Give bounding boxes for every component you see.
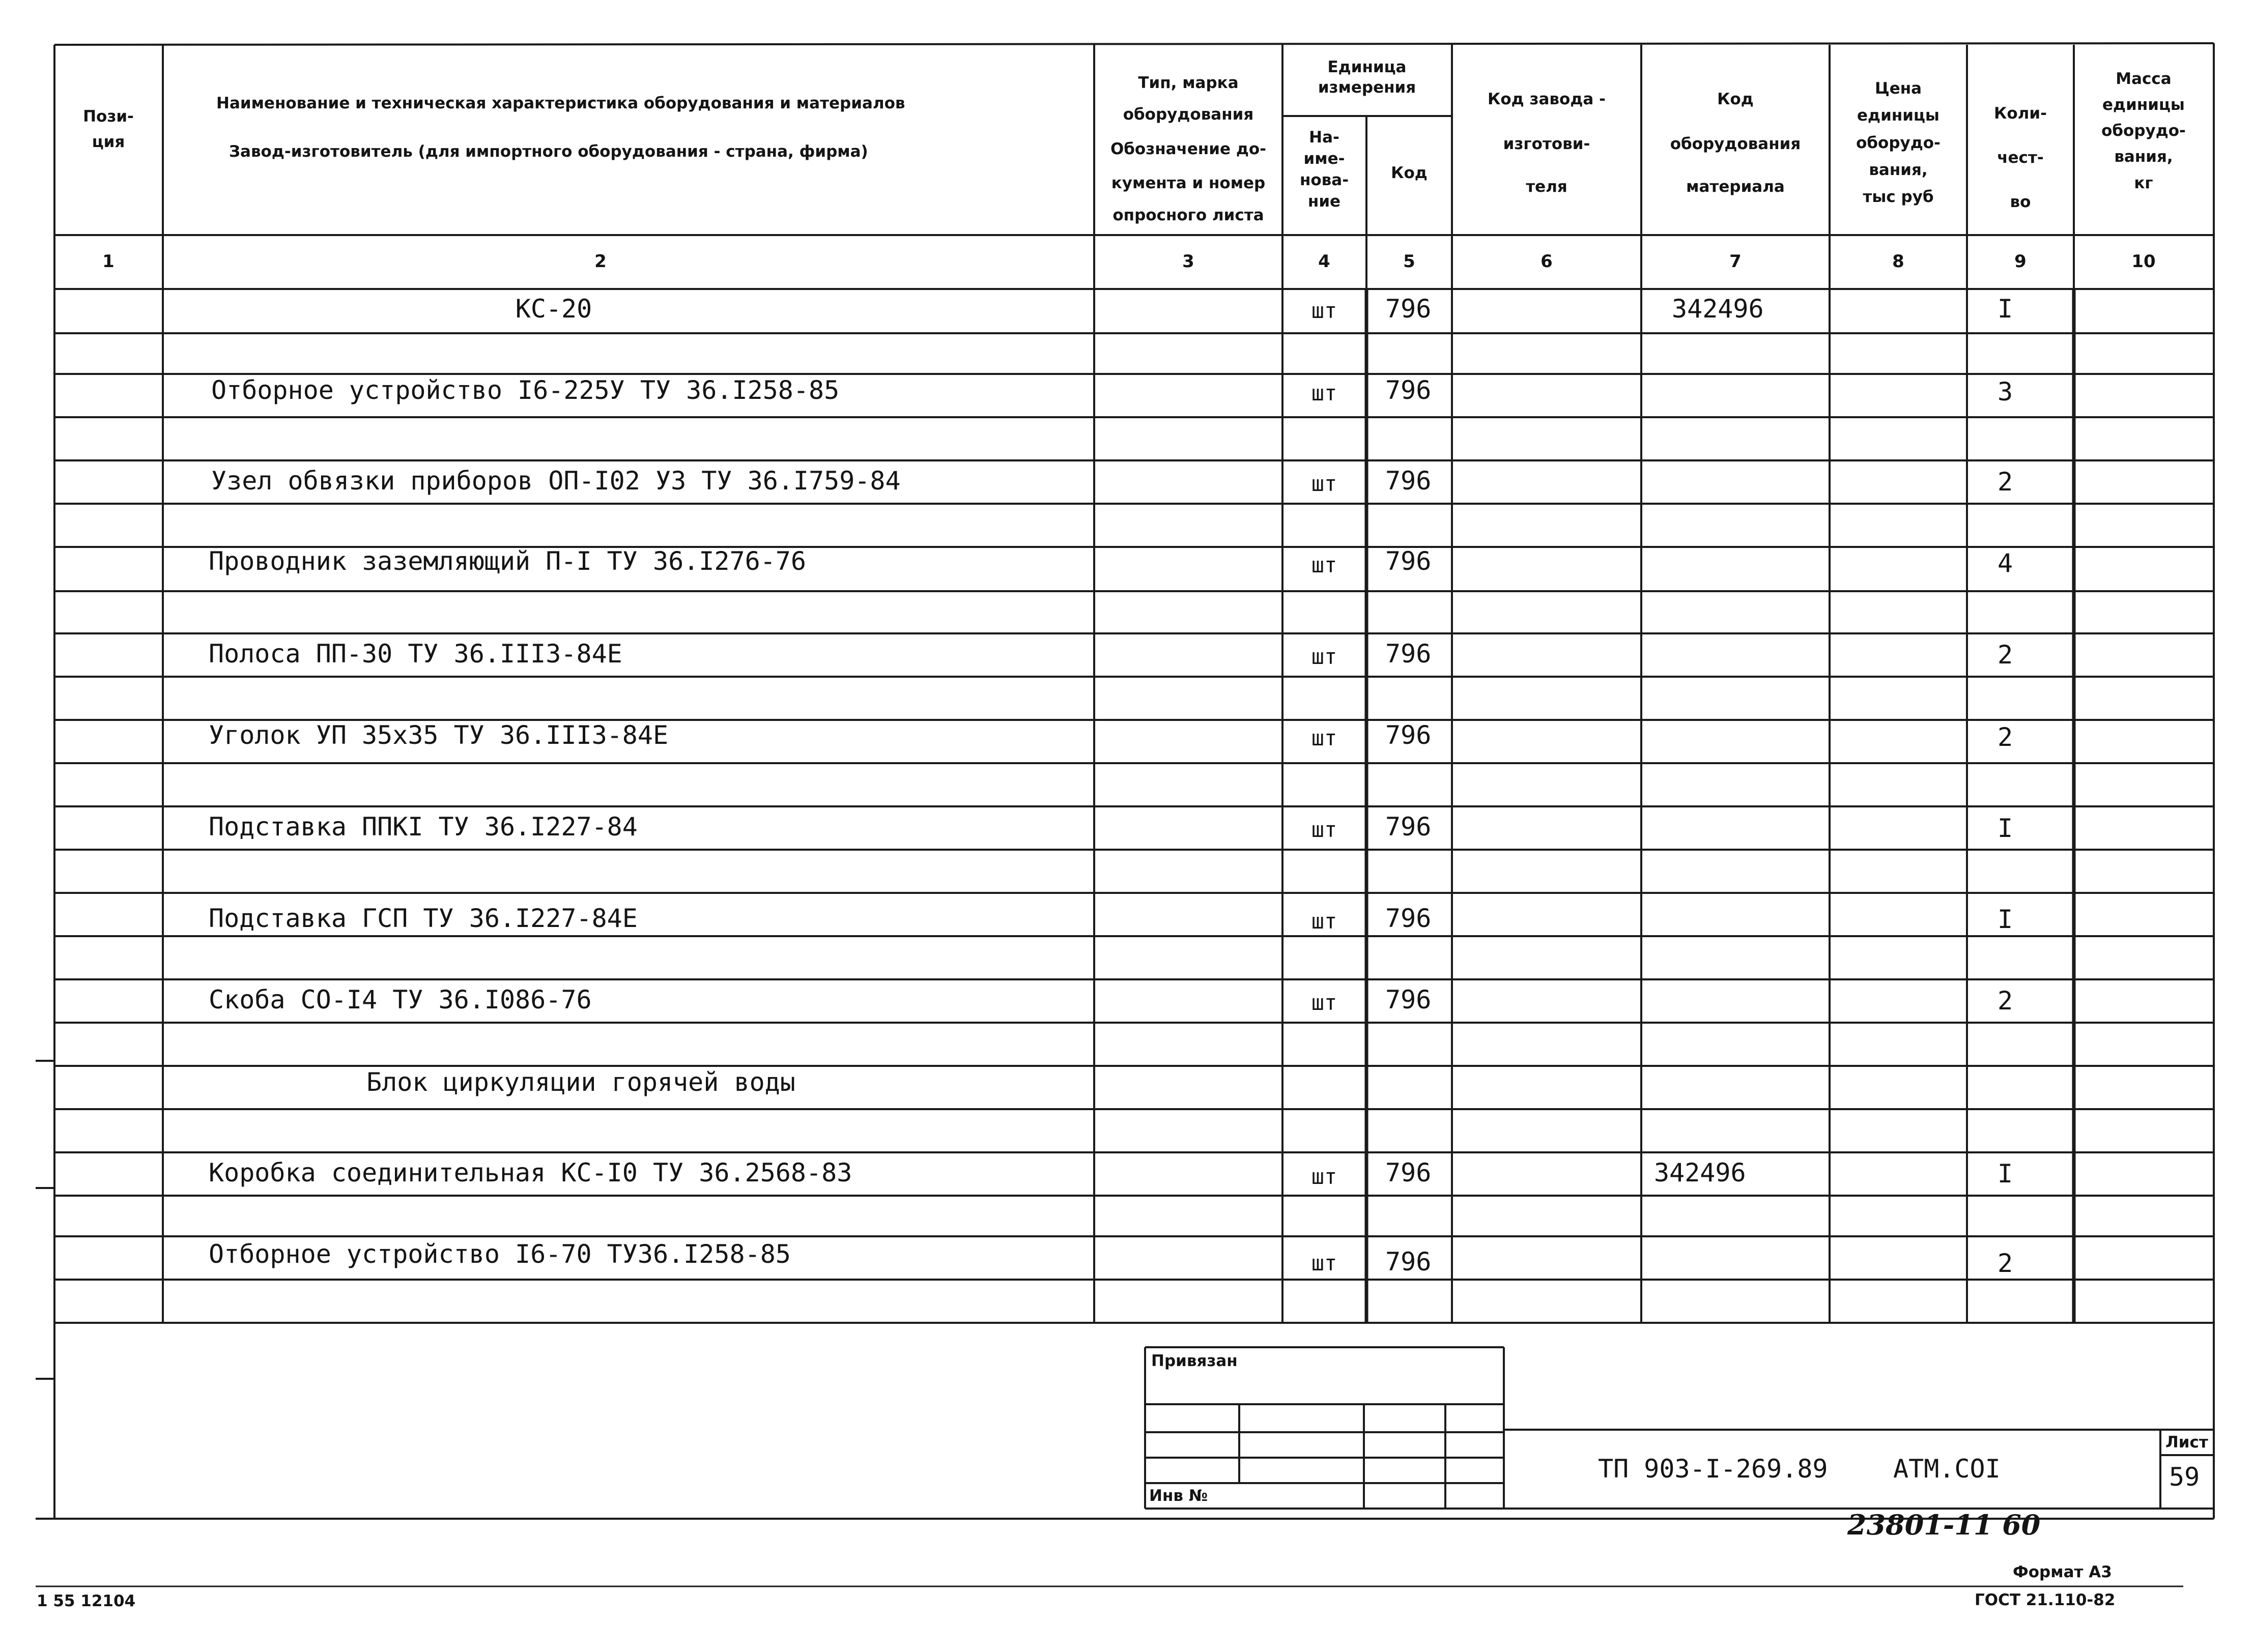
header-type-line3: Обозначение до-: [1110, 140, 1267, 158]
column-number: 10: [2131, 251, 2156, 272]
table-row-code: 796: [1385, 546, 1432, 576]
table-row-qty: I: [1997, 814, 2013, 843]
header-material-code-line3: материала: [1686, 178, 1785, 196]
table-row-unit: шт: [1311, 1251, 1337, 1276]
table-row-code: 796: [1385, 294, 1432, 324]
column-number: 8: [1892, 251, 1904, 272]
section-title: Блок циркуляции горячей воды: [366, 1067, 795, 1097]
column-number: 6: [1540, 251, 1553, 272]
header-material-code-line1: Код: [1717, 90, 1754, 108]
header-mass: Масса единицы оборудо- вания, кг: [2101, 70, 2186, 192]
header-type-line4: кумента и номер: [1111, 174, 1266, 192]
table-row-name: Отборное устройство I6-70 ТУ36.I258-85: [209, 1239, 791, 1269]
stamp-inv-no: Инв №: [1149, 1487, 1208, 1505]
table-row-qty: I: [1997, 905, 2013, 934]
table-row-material-code: 342496: [1672, 294, 1764, 324]
table-row-name: Отборное устройство I6-225У ТУ 36.I258-85: [211, 375, 840, 405]
table-row-unit: шт: [1311, 298, 1337, 323]
table-row-unit: шт: [1311, 1164, 1337, 1189]
table-row-name: Проводник заземляющий П-I ТУ 36.I276-76: [209, 546, 806, 576]
table-row-code: 796: [1385, 639, 1432, 669]
table-row-name: Уголок УП 35х35 ТУ 36.III3-84Е: [209, 720, 669, 750]
table-row-name: Подставка ППКI ТУ 36.I227-84: [209, 812, 638, 842]
table-row-unit: шт: [1311, 817, 1337, 842]
table-row-qty: I: [1997, 1159, 2013, 1189]
header-name-line1: Наименование и техническая характеристика оборудования и материалов: [216, 94, 905, 112]
table-row-code: 796: [1385, 985, 1432, 1015]
header-type-line2: оборудования: [1123, 105, 1254, 124]
header-unit-name: На- име- нова- ние: [1299, 128, 1349, 211]
stamp-doc-code: ТП 903-I-269.89: [1598, 1454, 1828, 1484]
stamp-privyazan: Привязан: [1151, 1352, 1238, 1370]
header-price: Цена единицы оборудо- вания, тыс руб: [1856, 79, 1941, 207]
header-factory-line3: теля: [1526, 178, 1567, 196]
table-row-unit: шт: [1311, 471, 1337, 496]
table-row-name: Полоса ПП-30 ТУ 36.III3-84Е: [209, 639, 622, 669]
table-row-code: 796: [1385, 375, 1432, 405]
column-number: 9: [2014, 251, 2027, 272]
table-row-qty: 4: [1997, 548, 2013, 578]
header-quantity: Коли- чест- во: [1994, 104, 2047, 211]
column-number: 7: [1729, 251, 1742, 272]
table-row-qty: 2: [1997, 640, 2013, 670]
stamp-doc-mark: АТМ.СОI: [1893, 1454, 2001, 1484]
table-row-unit: шт: [1311, 644, 1337, 669]
table-row-unit: шт: [1311, 726, 1337, 750]
table-row-name: КС-20: [515, 294, 592, 324]
table-row-code: 796: [1385, 1247, 1432, 1277]
format-label: Формат А3: [2013, 1563, 2112, 1581]
table-row-code: 796: [1385, 466, 1432, 496]
column-number: 2: [594, 251, 607, 272]
table-row-unit: шт: [1311, 381, 1337, 405]
table-row-qty: 2: [1997, 467, 2013, 497]
header-name-line2: Завод-изготовитель (для импортного оборудования - страна, фирма): [229, 142, 868, 161]
column-number: 4: [1318, 251, 1330, 272]
table-row-code: 796: [1385, 904, 1432, 933]
header-type-line1: Тип, марка: [1138, 74, 1239, 92]
header-position: Пози- ция: [83, 107, 134, 151]
table-row-qty: I: [1997, 294, 2013, 324]
header-factory-line2: изготови-: [1503, 135, 1590, 153]
table-row-unit: шт: [1311, 909, 1337, 934]
table-row-qty: 3: [1997, 377, 2013, 407]
header-unit-code: Код: [1391, 164, 1428, 182]
column-number: 1: [102, 251, 115, 272]
table-row-code: 796: [1385, 720, 1432, 750]
table-row-qty: 2: [1997, 1249, 2013, 1278]
header-factory-line1: Код завода -: [1488, 90, 1606, 108]
column-number: 3: [1182, 251, 1194, 272]
handwritten-number: 23801-11 60: [1847, 1509, 2041, 1541]
table-row-unit: шт: [1311, 553, 1337, 577]
table-row-qty: 2: [1997, 722, 2013, 752]
table-row-name: Скоба СО-I4 ТУ 36.I086-76: [209, 985, 592, 1015]
header-type-line5: опросного листа: [1112, 206, 1264, 224]
table-row-name: Коробка соединительная КС-I0 ТУ 36.2568-83: [209, 1158, 852, 1187]
table-row-material-code: 342496: [1654, 1158, 1746, 1187]
header-unit-group: Единица измерения: [1318, 58, 1416, 97]
header-material-code-line2: оборудования: [1670, 135, 1801, 153]
stamp-sheet-label: Лист: [2165, 1433, 2208, 1452]
column-number: 5: [1403, 251, 1415, 272]
table-row-code: 796: [1385, 1158, 1432, 1187]
gost-label: ГОСТ 21.110-82: [1975, 1591, 2116, 1609]
table-row-name: Подставка ГСП ТУ 36.I227-84Е: [209, 904, 638, 933]
table-row-unit: шт: [1311, 990, 1337, 1015]
print-number: 1 55 12104: [37, 1592, 136, 1610]
table-row-code: 796: [1385, 812, 1432, 842]
table-row-qty: 2: [1997, 986, 2013, 1016]
stamp-sheet-number: 59: [2169, 1462, 2200, 1492]
table-row-name: Узел обвязки приборов ОП-I02 УЗ ТУ 36.I759-84: [211, 466, 901, 496]
